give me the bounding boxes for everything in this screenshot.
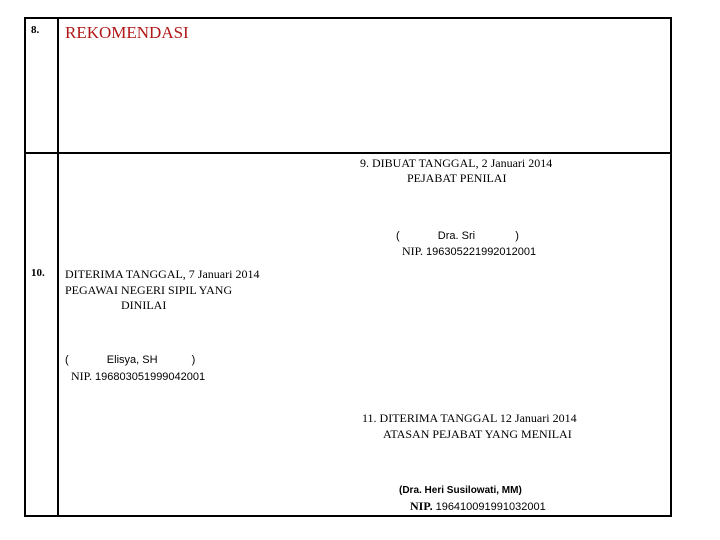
paren-open: ( (396, 230, 400, 242)
section-9-name: Dra. Sri (437, 230, 476, 242)
section-10-role-line2: DINILAI (121, 298, 167, 312)
section-9-role: PEJABAT PENILAI (407, 171, 507, 185)
paren-open: ( (65, 354, 69, 366)
section-9-date-line: 9. DIBUAT TANGGAL, 2 Januari 2014 (360, 156, 553, 170)
section-11-nip (410, 499, 546, 514)
section-10-nip-value: 196803051999042001 (95, 371, 206, 383)
section-10-role-line1: PEGAWAI NEGERI SIPIL YANG (65, 283, 233, 297)
section-10-number: 10. (31, 267, 45, 279)
section-8-title: REKOMENDASI (65, 23, 189, 42)
section-11-date-line: 11. DITERIMA TANGGAL 12 Januari 2014 (362, 411, 577, 425)
row-divider (24, 152, 672, 154)
section-11-name: (Dra. Heri Susilowati, MM) (399, 485, 522, 496)
section-10-date-line: DITERIMA TANGGAL, 7 Januari 2014 (65, 267, 260, 281)
section-10-nip (71, 369, 205, 384)
section-9-signatory (396, 230, 519, 242)
section-10-name: Elisya, SH (106, 354, 158, 366)
section-11-nip-value: 196410091991032001 (435, 501, 546, 513)
nip-label: NIP. (402, 244, 424, 258)
section-8-number: 8. (31, 24, 40, 36)
section-10-signatory (65, 354, 195, 366)
section-11-role: ATASAN PEJABAT YANG MENILAI (383, 427, 572, 441)
paren-close: ) (191, 354, 196, 366)
section-9-nip (402, 244, 536, 259)
section-9-nip-value: 196305221992012001 (426, 246, 537, 258)
paren-close: ) (515, 230, 519, 242)
nip-label: NIP. (71, 369, 93, 383)
number-column-divider (57, 17, 59, 517)
nip-label: NIP. (410, 499, 433, 513)
